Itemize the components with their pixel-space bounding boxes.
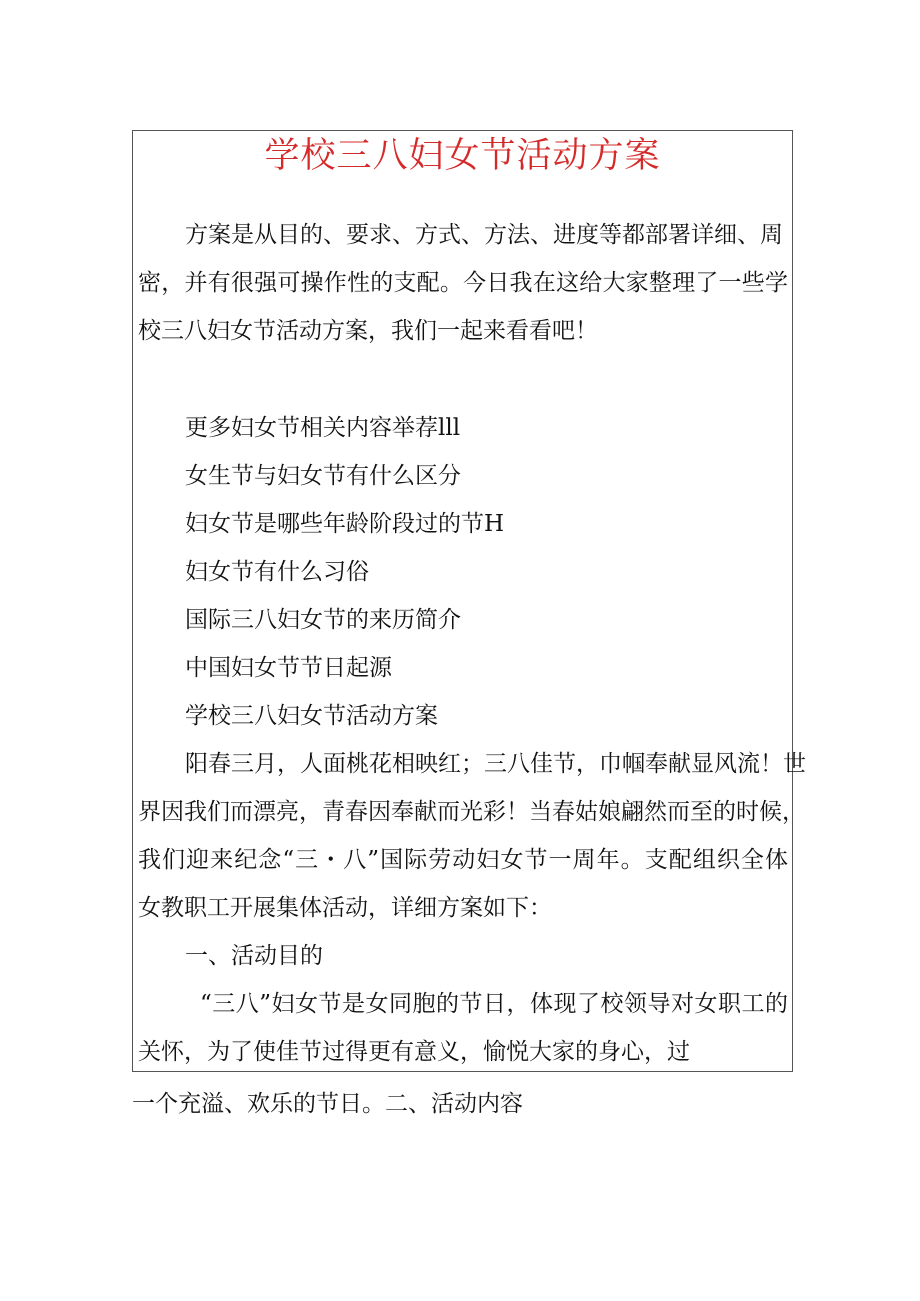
document-title: 学校三八妇女节活动方案 <box>264 136 661 176</box>
related-heading: 更多妇女节相关内容举荐lll <box>185 415 461 441</box>
related-link-6[interactable]: 学校三八妇女节活动方案 <box>185 703 438 729</box>
related-link-1[interactable]: 女生节与妇女节有什么区分 <box>185 463 461 489</box>
related-link-5[interactable]: 中国妇女节节日起源 <box>185 655 392 681</box>
related-link-3[interactable]: 妇女节有什么习俗 <box>185 559 369 585</box>
section-one-line-1: “三八”妇女节是女同胞的节日，体现了校领导对女职工的 <box>200 991 788 1017</box>
body-line-4: 女教职工开展集体活动，详细方案如下： <box>138 895 552 921</box>
section-one-line-2: 关怀，为了使佳节过得更有意义，愉悦大家的身心，过 <box>138 1039 690 1065</box>
intro-line-3: 校三八妇女节活动方案，我们一起来看看吧！ <box>138 318 598 344</box>
related-link-2[interactable]: 妇女节是哪些年龄阶段过的节H <box>185 511 505 537</box>
related-link-4[interactable]: 国际三八妇女节的来历简介 <box>185 607 461 633</box>
body-line-2: 界因我们而漂亮，青春因奉献而光彩！当春姑娘翩然而至的时候， <box>138 799 805 825</box>
body-line-3: 我们迎来纪念“三・八”国际劳动妇女节一周年。支配组织全体 <box>138 847 788 873</box>
section-one-heading: 一、活动目的 <box>185 943 323 969</box>
intro-line-2: 密，并有很强可操作性的支配。今日我在这给大家整理了一些学 <box>138 270 788 296</box>
intro-line-1: 方案是从目的、要求、方式、方法、进度等都部署详细、周 <box>185 222 783 248</box>
body-line-1: 阳春三月，人面桃花相映红；三八佳节，巾帼奉献显风流！世 <box>185 751 806 777</box>
outside-frame-text: 一个充溢、欢乐的节日。二、活动内容 <box>132 1091 523 1117</box>
